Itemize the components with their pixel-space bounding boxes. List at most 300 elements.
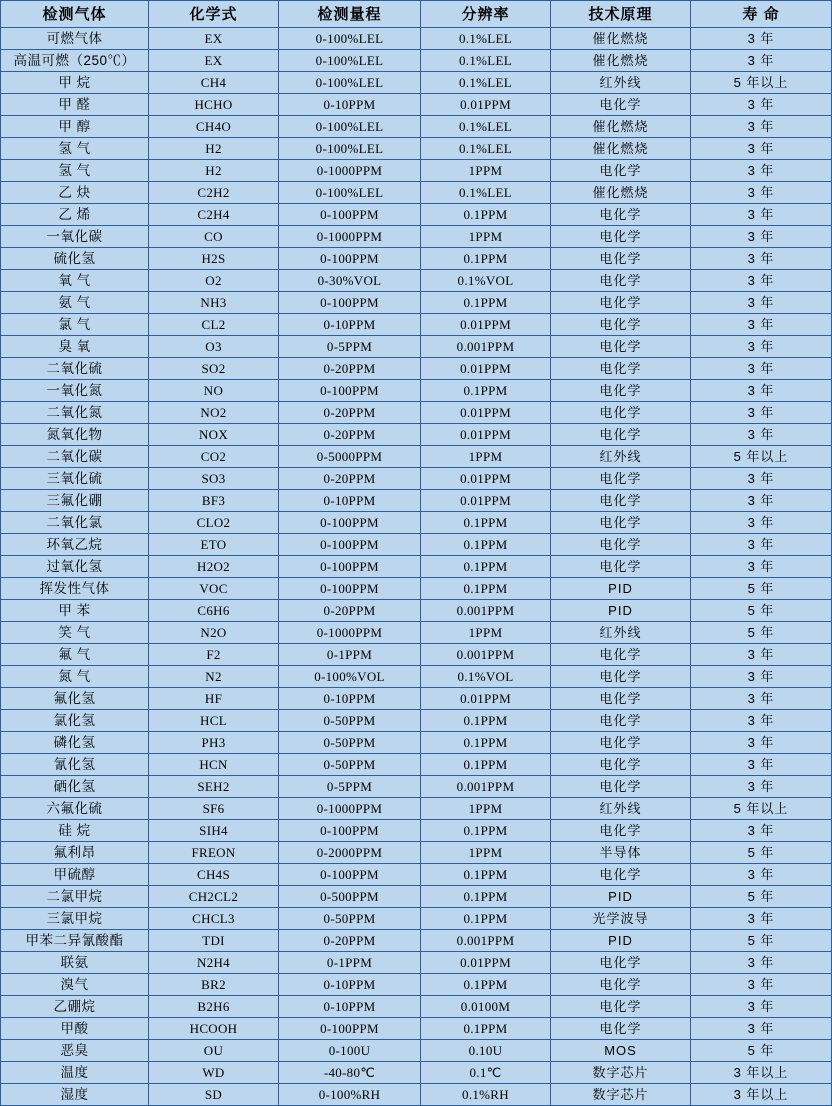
cell-principle: PID xyxy=(551,578,691,600)
table-row xyxy=(1,578,832,600)
cell-resolution: 0.001PPM xyxy=(421,930,551,952)
cell-range: 0-100%LEL xyxy=(279,72,421,94)
cell-resolution: 0.01PPM xyxy=(421,402,551,424)
cell-resolution: 0.1PPM xyxy=(421,292,551,314)
table-row xyxy=(1,556,832,578)
cell-life: 3 年 xyxy=(691,776,832,798)
cell-gas-name: 氮氧化物 xyxy=(1,424,149,446)
cell-resolution: 0.001PPM xyxy=(421,336,551,358)
cell-resolution: 0.1PPM xyxy=(421,820,551,842)
table-row xyxy=(1,974,832,996)
table-row xyxy=(1,908,832,930)
cell-principle: 电化学 xyxy=(551,424,691,446)
cell-gas-name: 过氧化氢 xyxy=(1,556,149,578)
cell-gas-name: 二氯甲烷 xyxy=(1,886,149,908)
cell-principle: 催化燃烧 xyxy=(551,116,691,138)
cell-formula: CH2CL2 xyxy=(149,886,279,908)
cell-resolution: 0.1%LEL xyxy=(421,116,551,138)
table-row xyxy=(1,50,832,72)
cell-formula: F2 xyxy=(149,644,279,666)
cell-principle: 数字芯片 xyxy=(551,1084,691,1106)
cell-life: 3 年 xyxy=(691,490,832,512)
cell-life: 3 年 xyxy=(691,732,832,754)
cell-gas-name: 二氧化氮 xyxy=(1,402,149,424)
cell-formula: BR2 xyxy=(149,974,279,996)
cell-life: 3 年 xyxy=(691,358,832,380)
cell-resolution: 0.01PPM xyxy=(421,94,551,116)
cell-resolution: 0.1PPM xyxy=(421,578,551,600)
cell-resolution: 0.1%LEL xyxy=(421,28,551,50)
cell-resolution: 0.1PPM xyxy=(421,886,551,908)
cell-formula: H2O2 xyxy=(149,556,279,578)
cell-formula: CH4S xyxy=(149,864,279,886)
cell-gas-name: 温度 xyxy=(1,1062,149,1084)
cell-formula: NO2 xyxy=(149,402,279,424)
cell-principle: 电化学 xyxy=(551,468,691,490)
table-row xyxy=(1,270,832,292)
cell-formula: C6H6 xyxy=(149,600,279,622)
cell-formula: PH3 xyxy=(149,732,279,754)
cell-life: 5 年 xyxy=(691,930,832,952)
cell-resolution: 0.1%LEL xyxy=(421,72,551,94)
column-header-resolution: 分辨率 xyxy=(421,1,551,28)
cell-gas-name: 硅 烷 xyxy=(1,820,149,842)
cell-resolution: 0.1PPM xyxy=(421,908,551,930)
cell-formula: SIH4 xyxy=(149,820,279,842)
cell-range: 0-100%LEL xyxy=(279,182,421,204)
cell-life: 3 年 xyxy=(691,204,832,226)
cell-principle: PID xyxy=(551,886,691,908)
column-header-gas: 检测气体 xyxy=(1,1,149,28)
cell-resolution: 1PPM xyxy=(421,446,551,468)
cell-range: 0-100PPM xyxy=(279,292,421,314)
cell-range: 0-100PPM xyxy=(279,380,421,402)
cell-formula: H2S xyxy=(149,248,279,270)
cell-principle: 红外线 xyxy=(551,798,691,820)
cell-gas-name: 硫化氢 xyxy=(1,248,149,270)
cell-formula: O3 xyxy=(149,336,279,358)
table-row xyxy=(1,688,832,710)
cell-gas-name: 甲 烷 xyxy=(1,72,149,94)
cell-range: 0-100%RH xyxy=(279,1084,421,1106)
cell-resolution: 0.01PPM xyxy=(421,490,551,512)
cell-life: 3 年 xyxy=(691,336,832,358)
cell-life: 3 年 xyxy=(691,468,832,490)
cell-resolution: 0.1%LEL xyxy=(421,138,551,160)
cell-resolution: 1PPM xyxy=(421,226,551,248)
cell-resolution: 0.01PPM xyxy=(421,688,551,710)
cell-principle: 光学波导 xyxy=(551,908,691,930)
cell-life: 3 年 xyxy=(691,534,832,556)
table-row xyxy=(1,600,832,622)
cell-formula: SO3 xyxy=(149,468,279,490)
cell-principle: 催化燃烧 xyxy=(551,182,691,204)
cell-life: 3 年 xyxy=(691,512,832,534)
cell-formula: HCHO xyxy=(149,94,279,116)
table-row xyxy=(1,534,832,556)
cell-resolution: 0.1PPM xyxy=(421,974,551,996)
cell-formula: N2H4 xyxy=(149,952,279,974)
cell-gas-name: 笑 气 xyxy=(1,622,149,644)
table-row xyxy=(1,468,832,490)
cell-life: 3 年 xyxy=(691,380,832,402)
cell-formula: SF6 xyxy=(149,798,279,820)
table-row xyxy=(1,138,832,160)
cell-gas-name: 一氧化氮 xyxy=(1,380,149,402)
cell-resolution: 0.01PPM xyxy=(421,314,551,336)
cell-range: 0-100%LEL xyxy=(279,50,421,72)
cell-life: 3 年 xyxy=(691,556,832,578)
table-row xyxy=(1,622,832,644)
table-header-row xyxy=(1,1,832,28)
cell-gas-name: 氟利昂 xyxy=(1,842,149,864)
cell-life: 5 年以上 xyxy=(691,446,832,468)
table-row xyxy=(1,666,832,688)
cell-life: 5 年 xyxy=(691,886,832,908)
table-row xyxy=(1,820,832,842)
cell-formula: H2 xyxy=(149,138,279,160)
cell-gas-name: 氮 气 xyxy=(1,666,149,688)
table-row xyxy=(1,798,832,820)
cell-principle: 电化学 xyxy=(551,776,691,798)
cell-life: 3 年 xyxy=(691,248,832,270)
cell-life: 3 年以上 xyxy=(691,1062,832,1084)
cell-formula: TDI xyxy=(149,930,279,952)
cell-resolution: 0.1%LEL xyxy=(421,182,551,204)
table-row xyxy=(1,336,832,358)
cell-formula: C2H2 xyxy=(149,182,279,204)
cell-life: 3 年 xyxy=(691,292,832,314)
cell-principle: 电化学 xyxy=(551,820,691,842)
cell-gas-name: 可燃气体 xyxy=(1,28,149,50)
cell-formula: ETO xyxy=(149,534,279,556)
cell-life: 3 年 xyxy=(691,226,832,248)
cell-resolution: 0.1%VOL xyxy=(421,270,551,292)
cell-range: 0-1000PPM xyxy=(279,226,421,248)
table-row xyxy=(1,952,832,974)
cell-principle: 电化学 xyxy=(551,732,691,754)
cell-formula: H2 xyxy=(149,160,279,182)
cell-resolution: 0.1PPM xyxy=(421,248,551,270)
cell-range: 0-30%VOL xyxy=(279,270,421,292)
cell-resolution: 1PPM xyxy=(421,622,551,644)
cell-principle: 电化学 xyxy=(551,534,691,556)
table-row xyxy=(1,490,832,512)
cell-principle: 电化学 xyxy=(551,952,691,974)
cell-resolution: 0.0100M xyxy=(421,996,551,1018)
cell-gas-name: 环氧乙烷 xyxy=(1,534,149,556)
cell-resolution: 0.1℃ xyxy=(421,1062,551,1084)
table-row xyxy=(1,358,832,380)
table-row xyxy=(1,842,832,864)
cell-resolution: 0.1PPM xyxy=(421,380,551,402)
cell-principle: 电化学 xyxy=(551,710,691,732)
cell-formula: N2 xyxy=(149,666,279,688)
cell-gas-name: 甲 醛 xyxy=(1,94,149,116)
cell-life: 5 年以上 xyxy=(691,72,832,94)
cell-principle: 电化学 xyxy=(551,556,691,578)
cell-formula: CO xyxy=(149,226,279,248)
cell-gas-name: 乙硼烷 xyxy=(1,996,149,1018)
table-row xyxy=(1,160,832,182)
cell-gas-name: 二氧化氯 xyxy=(1,512,149,534)
cell-range: 0-100PPM xyxy=(279,1018,421,1040)
cell-life: 3 年 xyxy=(691,116,832,138)
cell-range: 0-5PPM xyxy=(279,776,421,798)
cell-range: 0-1000PPM xyxy=(279,622,421,644)
cell-range: 0-100%VOL xyxy=(279,666,421,688)
cell-range: 0-10PPM xyxy=(279,996,421,1018)
cell-life: 3 年 xyxy=(691,50,832,72)
cell-gas-name: 高温可燃（250℃） xyxy=(1,50,149,72)
table-row xyxy=(1,292,832,314)
cell-resolution: 0.1PPM xyxy=(421,204,551,226)
cell-gas-name: 氰化氢 xyxy=(1,754,149,776)
cell-formula: O2 xyxy=(149,270,279,292)
table-row xyxy=(1,116,832,138)
table-row xyxy=(1,710,832,732)
cell-gas-name: 六氟化硫 xyxy=(1,798,149,820)
cell-gas-name: 三氧化硫 xyxy=(1,468,149,490)
cell-life: 3 年 xyxy=(691,28,832,50)
cell-formula: B2H6 xyxy=(149,996,279,1018)
cell-range: 0-5PPM xyxy=(279,336,421,358)
cell-life: 3 年 xyxy=(691,94,832,116)
column-header-formula: 化学式 xyxy=(149,1,279,28)
cell-formula: NH3 xyxy=(149,292,279,314)
table-row xyxy=(1,512,832,534)
cell-gas-name: 甲硫醇 xyxy=(1,864,149,886)
cell-gas-name: 磷化氢 xyxy=(1,732,149,754)
table-header xyxy=(1,1,832,28)
cell-resolution: 0.01PPM xyxy=(421,468,551,490)
cell-principle: 电化学 xyxy=(551,248,691,270)
cell-range: 0-5000PPM xyxy=(279,446,421,468)
cell-resolution: 0.01PPM xyxy=(421,358,551,380)
table-row xyxy=(1,314,832,336)
cell-life: 3 年 xyxy=(691,710,832,732)
cell-principle: 电化学 xyxy=(551,226,691,248)
cell-formula: OU xyxy=(149,1040,279,1062)
cell-gas-name: 挥发性气体 xyxy=(1,578,149,600)
cell-formula: SO2 xyxy=(149,358,279,380)
table-row xyxy=(1,446,832,468)
cell-formula: SEH2 xyxy=(149,776,279,798)
cell-life: 5 年 xyxy=(691,622,832,644)
cell-gas-name: 三氟化硼 xyxy=(1,490,149,512)
cell-range: 0-500PPM xyxy=(279,886,421,908)
cell-range: 0-100PPM xyxy=(279,248,421,270)
cell-principle: 电化学 xyxy=(551,490,691,512)
cell-principle: PID xyxy=(551,600,691,622)
cell-life: 3 年 xyxy=(691,270,832,292)
cell-principle: 电化学 xyxy=(551,666,691,688)
cell-life: 3 年 xyxy=(691,974,832,996)
cell-range: 0-100%LEL xyxy=(279,28,421,50)
cell-gas-name: 氢 气 xyxy=(1,160,149,182)
cell-formula: HCN xyxy=(149,754,279,776)
cell-resolution: 0.1PPM xyxy=(421,732,551,754)
column-header-principle: 技术原理 xyxy=(551,1,691,28)
cell-life: 3 年 xyxy=(691,996,832,1018)
cell-gas-name: 二氧化碳 xyxy=(1,446,149,468)
cell-principle: 电化学 xyxy=(551,1018,691,1040)
cell-life: 5 年以上 xyxy=(691,798,832,820)
cell-gas-name: 一氧化碳 xyxy=(1,226,149,248)
cell-resolution: 0.001PPM xyxy=(421,600,551,622)
cell-range: 0-10PPM xyxy=(279,490,421,512)
cell-range: 0-1000PPM xyxy=(279,160,421,182)
cell-range: 0-20PPM xyxy=(279,402,421,424)
table-row xyxy=(1,226,832,248)
cell-gas-name: 氯 气 xyxy=(1,314,149,336)
cell-formula: N2O xyxy=(149,622,279,644)
cell-resolution: 0.1PPM xyxy=(421,754,551,776)
cell-gas-name: 氢 气 xyxy=(1,138,149,160)
cell-resolution: 1PPM xyxy=(421,842,551,864)
cell-principle: PID xyxy=(551,930,691,952)
cell-principle: 红外线 xyxy=(551,446,691,468)
cell-range: 0-100PPM xyxy=(279,512,421,534)
cell-principle: 催化燃烧 xyxy=(551,28,691,50)
cell-life: 3 年 xyxy=(691,688,832,710)
cell-formula: CO2 xyxy=(149,446,279,468)
cell-formula: CH4O xyxy=(149,116,279,138)
cell-life: 5 年 xyxy=(691,1040,832,1062)
cell-principle: 电化学 xyxy=(551,754,691,776)
cell-principle: 电化学 xyxy=(551,336,691,358)
cell-range: 0-10PPM xyxy=(279,314,421,336)
cell-range: 0-50PPM xyxy=(279,754,421,776)
cell-gas-name: 乙 烯 xyxy=(1,204,149,226)
cell-principle: 电化学 xyxy=(551,512,691,534)
cell-principle: 电化学 xyxy=(551,292,691,314)
cell-range: 0-1PPM xyxy=(279,952,421,974)
cell-life: 3 年 xyxy=(691,1018,832,1040)
cell-principle: 电化学 xyxy=(551,996,691,1018)
cell-formula: WD xyxy=(149,1062,279,1084)
cell-gas-name: 硒化氢 xyxy=(1,776,149,798)
cell-formula: CLO2 xyxy=(149,512,279,534)
cell-life: 3 年 xyxy=(691,160,832,182)
table-row xyxy=(1,28,832,50)
cell-resolution: 1PPM xyxy=(421,160,551,182)
cell-life: 3 年 xyxy=(691,644,832,666)
cell-range: 0-1000PPM xyxy=(279,798,421,820)
cell-principle: MOS xyxy=(551,1040,691,1062)
cell-resolution: 0.1PPM xyxy=(421,864,551,886)
cell-gas-name: 氨 气 xyxy=(1,292,149,314)
table-row xyxy=(1,1018,832,1040)
table-row xyxy=(1,424,832,446)
cell-formula: HF xyxy=(149,688,279,710)
cell-resolution: 0.1PPM xyxy=(421,534,551,556)
cell-life: 3 年 xyxy=(691,402,832,424)
cell-resolution: 1PPM xyxy=(421,798,551,820)
cell-range: 0-20PPM xyxy=(279,600,421,622)
cell-range: 0-100PPM xyxy=(279,556,421,578)
cell-range: 0-100PPM xyxy=(279,534,421,556)
column-header-life: 寿 命 xyxy=(691,1,832,28)
cell-gas-name: 甲酸 xyxy=(1,1018,149,1040)
cell-range: 0-50PPM xyxy=(279,710,421,732)
table-row xyxy=(1,248,832,270)
cell-principle: 电化学 xyxy=(551,688,691,710)
cell-life: 3 年 xyxy=(691,424,832,446)
cell-life: 5 年 xyxy=(691,578,832,600)
cell-formula: CHCL3 xyxy=(149,908,279,930)
cell-gas-name: 三氯甲烷 xyxy=(1,908,149,930)
cell-resolution: 0.01PPM xyxy=(421,424,551,446)
cell-range: 0-50PPM xyxy=(279,908,421,930)
table-row xyxy=(1,930,832,952)
cell-life: 3 年以上 xyxy=(691,1084,832,1106)
table-row xyxy=(1,402,832,424)
cell-resolution: 0.001PPM xyxy=(421,644,551,666)
cell-resolution: 0.1PPM xyxy=(421,556,551,578)
cell-range: 0-50PPM xyxy=(279,732,421,754)
cell-resolution: 0.1%LEL xyxy=(421,50,551,72)
table-row xyxy=(1,732,832,754)
cell-principle: 数字芯片 xyxy=(551,1062,691,1084)
cell-principle: 电化学 xyxy=(551,94,691,116)
cell-range: 0-100PPM xyxy=(279,204,421,226)
cell-range: 0-20PPM xyxy=(279,930,421,952)
table-row xyxy=(1,776,832,798)
cell-range: 0-1PPM xyxy=(279,644,421,666)
cell-gas-name: 甲 醇 xyxy=(1,116,149,138)
cell-principle: 电化学 xyxy=(551,974,691,996)
cell-principle: 电化学 xyxy=(551,314,691,336)
cell-life: 3 年 xyxy=(691,754,832,776)
cell-life: 3 年 xyxy=(691,820,832,842)
cell-formula: SD xyxy=(149,1084,279,1106)
column-header-range: 检测量程 xyxy=(279,1,421,28)
cell-principle: 催化燃烧 xyxy=(551,138,691,160)
cell-formula: BF3 xyxy=(149,490,279,512)
cell-principle: 电化学 xyxy=(551,864,691,886)
cell-principle: 电化学 xyxy=(551,358,691,380)
cell-gas-name: 甲苯二异氰酸酯 xyxy=(1,930,149,952)
cell-formula: CL2 xyxy=(149,314,279,336)
cell-life: 5 年 xyxy=(691,600,832,622)
cell-range: 0-100PPM xyxy=(279,820,421,842)
cell-formula: EX xyxy=(149,28,279,50)
table-row xyxy=(1,886,832,908)
cell-gas-name: 臭 氧 xyxy=(1,336,149,358)
cell-resolution: 0.1PPM xyxy=(421,710,551,732)
cell-resolution: 0.10U xyxy=(421,1040,551,1062)
cell-principle: 电化学 xyxy=(551,204,691,226)
cell-resolution: 0.1PPM xyxy=(421,1018,551,1040)
cell-resolution: 0.1PPM xyxy=(421,512,551,534)
cell-gas-name: 溴气 xyxy=(1,974,149,996)
cell-formula: VOC xyxy=(149,578,279,600)
cell-formula: CH4 xyxy=(149,72,279,94)
cell-range: 0-100U xyxy=(279,1040,421,1062)
cell-gas-name: 氧 气 xyxy=(1,270,149,292)
table-row xyxy=(1,182,832,204)
cell-range: 0-100PPM xyxy=(279,864,421,886)
cell-range: 0-100PPM xyxy=(279,578,421,600)
cell-life: 3 年 xyxy=(691,864,832,886)
cell-gas-name: 湿度 xyxy=(1,1084,149,1106)
cell-life: 3 年 xyxy=(691,314,832,336)
cell-range: 0-100%LEL xyxy=(279,138,421,160)
cell-life: 3 年 xyxy=(691,666,832,688)
table-row xyxy=(1,94,832,116)
cell-gas-name: 氯化氢 xyxy=(1,710,149,732)
